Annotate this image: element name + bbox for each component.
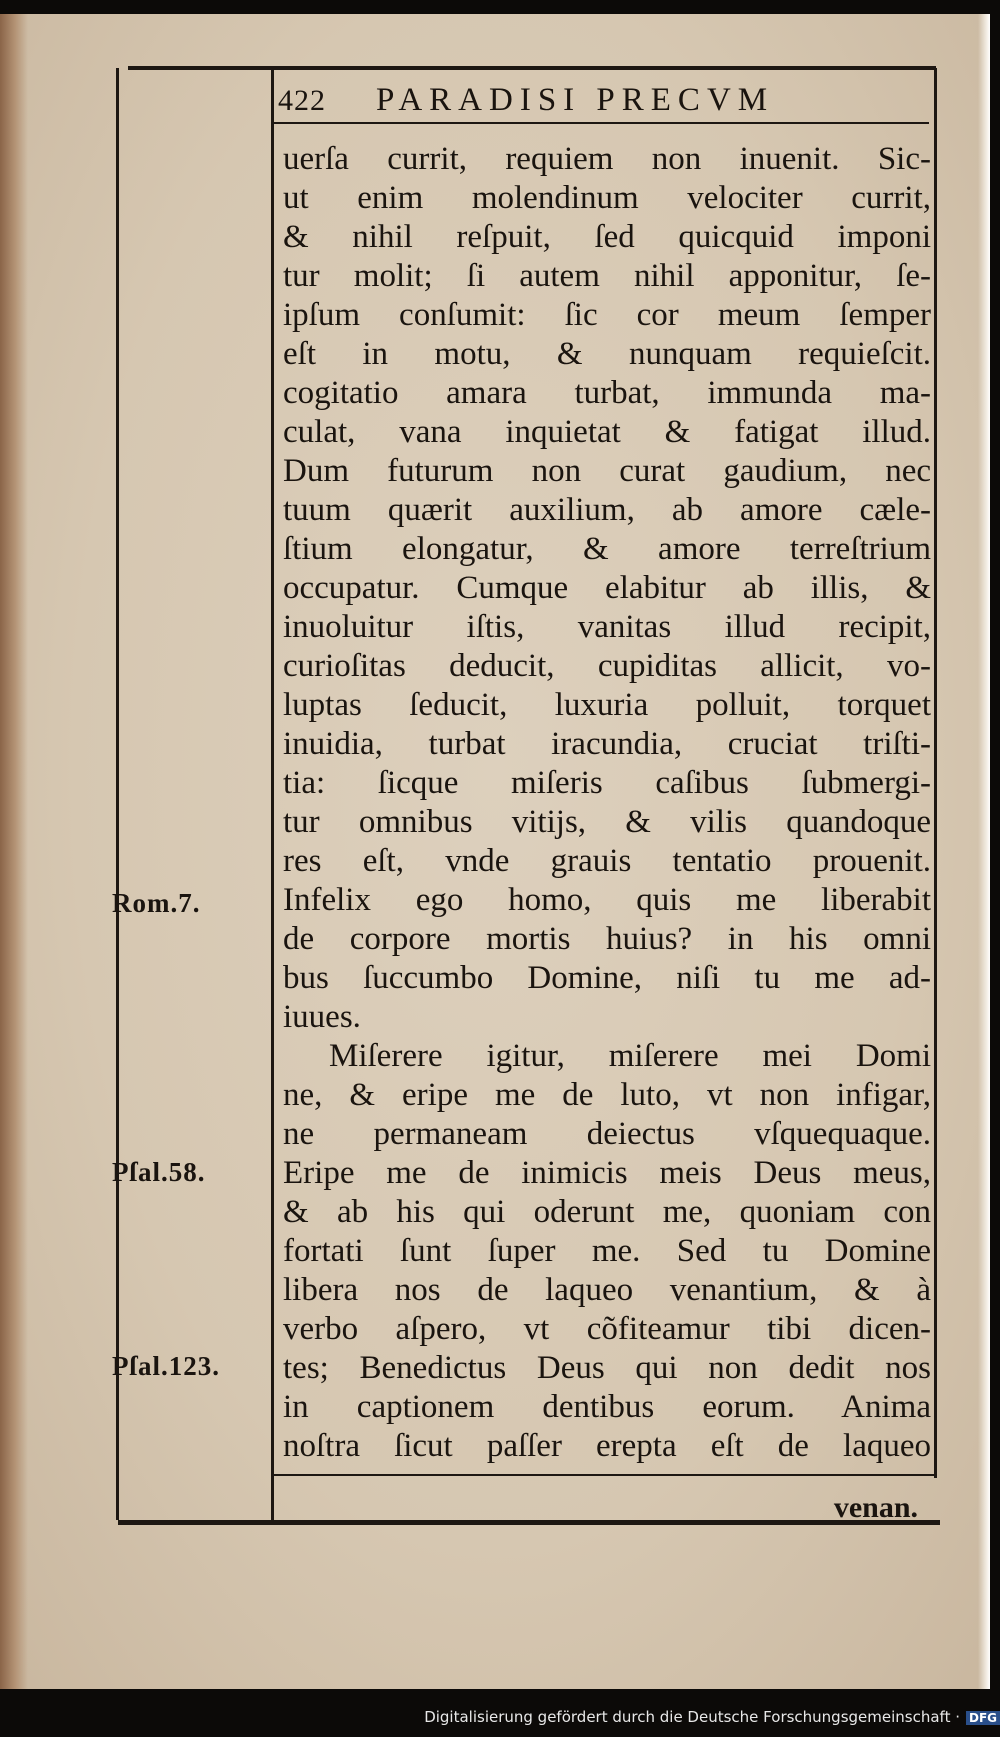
text-line: luptas ſeducit, luxuria polluit, torquet	[283, 687, 931, 723]
text-line: & ab his qui oderunt me, quoniam con	[283, 1194, 931, 1230]
book-page	[0, 14, 990, 1689]
catchword: venan.	[833, 1491, 918, 1524]
text-line: Infelix ego homo, quis me liberabit	[283, 882, 931, 918]
text-line: curioſitas deducit, cupiditas allicit, vo-	[283, 648, 931, 684]
text-line: Eripe me de inimicis meis Deus meus,	[283, 1155, 931, 1191]
right-frame-rule	[934, 68, 937, 1478]
text-line: tur molit; ſi autem nihil apponitur, ſe-	[283, 258, 931, 294]
text-line: inuoluitur iſtis, vanitas illud recipit,	[283, 609, 931, 645]
margin-note-psal-58: Pſal.58.	[112, 1157, 206, 1187]
bottom-text-rule	[273, 1474, 935, 1476]
top-rule	[128, 66, 936, 70]
text-line: ipſum conſumit: ſic cor meum ſemper	[283, 297, 931, 333]
page-edge-highlight	[978, 14, 990, 1689]
margin-note-rom: Rom.7.	[112, 888, 201, 918]
text-line: cogitatio amara turbat, immunda ma-	[283, 375, 931, 411]
text-line: ne, & eripe me de luto, vt non infigar,	[283, 1077, 931, 1113]
margin-note-psal-123: Pſal.123.	[112, 1351, 220, 1381]
text-line: tur omnibus vitijs, & vilis quandoque	[283, 804, 931, 840]
text-line: & nihil reſpuit, ſed quicquid imponi	[283, 219, 931, 255]
text-line: res eſt, vnde grauis tentatio prouenit.	[283, 843, 931, 879]
text-line: Miſerere igitur, miſerere mei Domi	[329, 1038, 931, 1074]
digitization-credit	[0, 1708, 1000, 1726]
text-line: tes; Benedictus Deus qui non dedit nos	[283, 1350, 931, 1386]
text-line: ut enim molendinum velociter currit,	[283, 180, 931, 216]
text-line: Dum futurum non curat gaudium, nec	[283, 453, 931, 489]
bottom-rule	[118, 1520, 940, 1525]
text-line: inuidia, turbat iracundia, cruciat triſti-	[283, 726, 931, 762]
text-line: iuues.	[283, 999, 361, 1035]
text-line: eſt in motu, & nunquam requieſcit.	[283, 336, 931, 372]
credit-text: Digitalisierung gefördert durch die Deutsche Forschungsgemeinschaft ·	[424, 1708, 960, 1726]
text-line: bus ſuccumbo Domine, niſi tu me ad-	[283, 960, 931, 996]
text-line: tuum quærit auxilium, ab amore cæle-	[283, 492, 931, 528]
text-line: ne permaneam deiectus vſquequaque.	[283, 1116, 931, 1152]
text-line: ſtium elongatur, & amore terreſtrium	[283, 531, 931, 567]
text-line: in captionem dentibus eorum. Anima	[283, 1389, 931, 1425]
running-head	[278, 80, 928, 124]
text-line: verbo aſpero, vt cõfiteamur tibi dicen-	[283, 1311, 931, 1347]
left-frame-rule	[116, 68, 119, 1520]
dfg-logo: DFG	[966, 1711, 1000, 1725]
text-line: culat, vana inquietat & fatigat illud.	[283, 414, 931, 450]
text-block	[283, 140, 931, 1470]
text-line: noſtra ſicut paſſer erepta eſt de laqueo	[283, 1428, 931, 1464]
text-line: fortati ſunt ſuper me. Sed tu Domine	[283, 1233, 931, 1269]
page-number: 422	[278, 84, 326, 117]
text-line: uerſa currit, requiem non inuenit. Sic-	[283, 141, 931, 177]
text-line: tia: ſicque miſeris caſibus ſubmergi-	[283, 765, 931, 801]
page-gutter-shadow	[0, 14, 28, 1689]
column-rule	[271, 68, 274, 1520]
text-line: libera nos de laqueo venantium, & à	[283, 1272, 931, 1308]
text-line: de corpore mortis huius? in his omni	[283, 921, 931, 957]
running-title: PARADISI PRECVM	[376, 82, 775, 118]
text-line: occupatur. Cumque elabitur ab illis, &	[283, 570, 931, 606]
